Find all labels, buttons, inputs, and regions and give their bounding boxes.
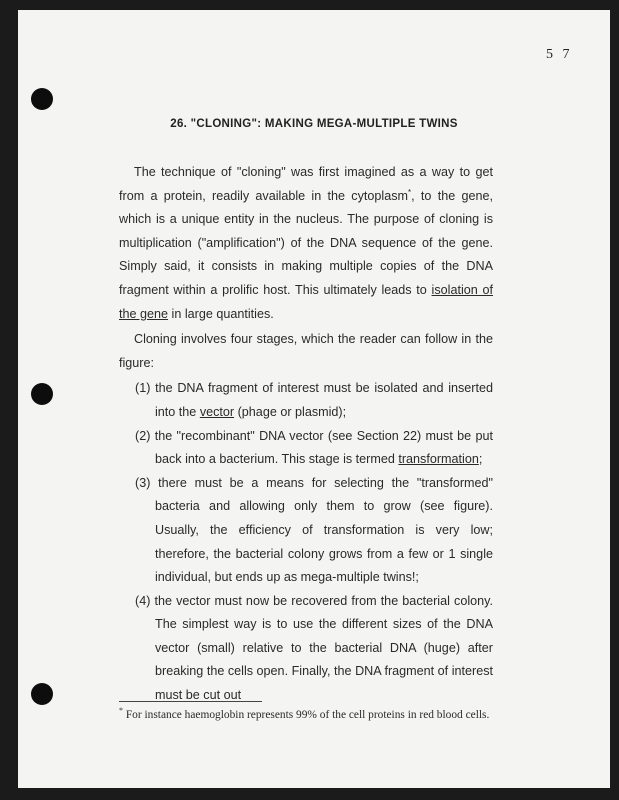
section-heading: 26. "CLONING": MAKING MEGA-MULTIPLE TWINS [170, 118, 458, 130]
stage-1-text-end: (phage or plasmid); [234, 404, 347, 419]
intro-text-3: in large quantities. [168, 306, 274, 321]
stage-item-1 [119, 377, 493, 424]
footnote-marker: * [408, 187, 412, 197]
stage-2-text: (2) the "recombinant" DNA vector (see Section 22) must be put back into a bacterium. This stage is termed [135, 428, 493, 467]
vector-term: vector [199, 404, 235, 419]
transformation-term: transformation [398, 452, 479, 467]
intro-text-1: The technique of "cloning" was first imagined as a way to get from a protein, readily available in the cytoplasm [119, 165, 493, 203]
body-text [119, 161, 493, 708]
footnote [119, 708, 493, 722]
stage-item-2 [119, 425, 493, 472]
page-number: 5 7 [546, 47, 573, 62]
footnote-text: For instance haemoglobin represents 99% of the cell proteins in red blood cells. [123, 709, 490, 721]
stage-item-3: (3) there must be a means for selecting the "transformed" bacteria and allowing only them to grow (see figure). Usually, the efficiency of transformation is very low; therefore, the bacterial colony grows from a few or 1 single individual, but ends up as mega-multiple twins!; [135, 475, 493, 585]
intro-text-2: , to the gene, which is a unique entity in the nucleus. The purpose of cloning is multiplication ("amplification") of the DNA sequence of the gene. Simply said, it consists in making multiple copies of the DNA fragment within a prolific host. This ultimately leads to [119, 188, 493, 297]
footnote-marker-bottom: * [119, 706, 123, 716]
binder-hole-middle [31, 383, 53, 405]
stage-1-text: (1) the DNA fragment of interest must be isolated and inserted into the [135, 381, 493, 419]
binder-hole-top [31, 88, 53, 110]
intro-paragraph [119, 161, 493, 326]
isolation-of-gene-term: isolation of the gene [119, 282, 493, 321]
footnote-divider [119, 701, 262, 702]
stages-list [119, 377, 493, 707]
binder-hole-bottom [31, 683, 53, 705]
stages-intro: Cloning involves four stages, which the reader can follow in the figure: [119, 332, 493, 370]
stage-item-4: (4) the vector must now be recovered from the bacterial colony. The simplest way is to use the different sizes of the DNA vector (small) relative to the bacterial DNA (huge) after breaking the cells open. Finally, the DNA fragment of interest must be cut out [135, 593, 493, 703]
document-page [18, 10, 610, 788]
stage-2-text-end: ; [478, 452, 483, 467]
